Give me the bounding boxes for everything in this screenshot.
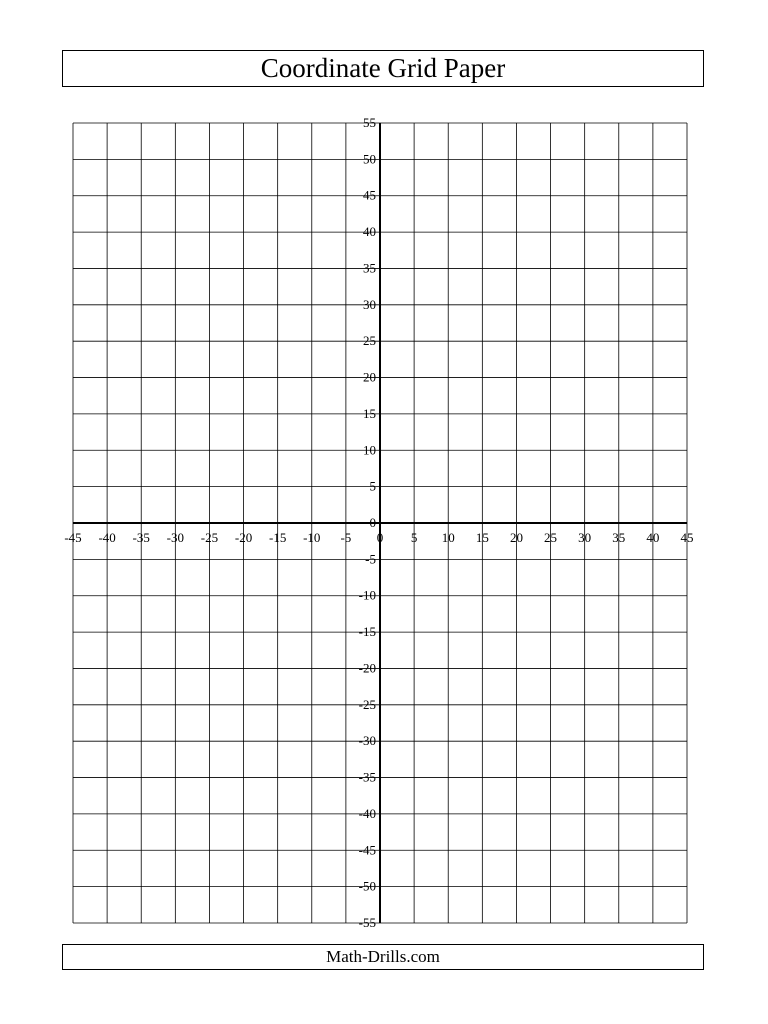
y-tick-label: 40 — [363, 224, 376, 240]
y-tick-label: 25 — [363, 333, 376, 349]
x-tick-label: 15 — [475, 530, 489, 545]
x-tick-label: 30 — [578, 530, 592, 545]
y-tick-label: -50 — [358, 878, 376, 894]
y-tick-label: 5 — [369, 478, 376, 494]
x-tick-label: -15 — [268, 530, 287, 545]
x-axis-tick-labels — [64, 530, 693, 545]
y-tick-label: -30 — [358, 733, 376, 749]
x-tick-label: -30 — [166, 530, 185, 545]
y-tick-label: 30 — [363, 296, 376, 312]
x-tick-label: 40 — [646, 530, 660, 545]
y-tick-label: 50 — [363, 151, 376, 167]
x-tick-label: -5 — [340, 530, 352, 545]
y-tick-label: 0 — [369, 515, 376, 530]
x-tick-label: 0 — [376, 530, 384, 545]
x-tick-label: 25 — [544, 530, 558, 545]
x-tick-label: -45 — [64, 530, 82, 545]
y-tick-label: 20 — [363, 369, 376, 385]
y-tick-label: 55 — [363, 115, 376, 130]
footer — [62, 944, 704, 970]
x-tick-label: 35 — [612, 530, 626, 545]
x-tick-label: -20 — [234, 530, 253, 545]
x-tick-label: 10 — [441, 530, 455, 545]
y-tick-label: -20 — [358, 660, 376, 676]
y-tick-label: -40 — [358, 805, 376, 821]
axes — [73, 123, 687, 923]
x-tick-label: -40 — [98, 530, 116, 545]
y-tick-label: -45 — [358, 842, 376, 858]
x-tick-label: -25 — [200, 530, 219, 545]
y-tick-label: 15 — [363, 405, 376, 421]
x-tick-label: 45 — [680, 530, 694, 545]
x-tick-label: 20 — [509, 530, 523, 545]
y-tick-label: -55 — [358, 915, 376, 930]
y-tick-label: -35 — [358, 769, 376, 785]
x-tick-label: 5 — [410, 530, 418, 545]
y-tick-label: -25 — [358, 696, 376, 712]
page-title-text: Coordinate Grid Paper — [260, 53, 506, 83]
y-tick-label: -10 — [358, 587, 376, 603]
y-tick-label: -5 — [365, 551, 376, 567]
x-tick-label: -35 — [132, 530, 150, 545]
y-tick-label: -15 — [358, 624, 376, 640]
y-tick-label: 35 — [363, 260, 376, 276]
x-tick-label: -10 — [303, 530, 321, 545]
footer-text: Math-Drills.com — [326, 947, 440, 966]
y-tick-label: 45 — [363, 187, 376, 203]
y-tick-label: 10 — [363, 442, 376, 458]
